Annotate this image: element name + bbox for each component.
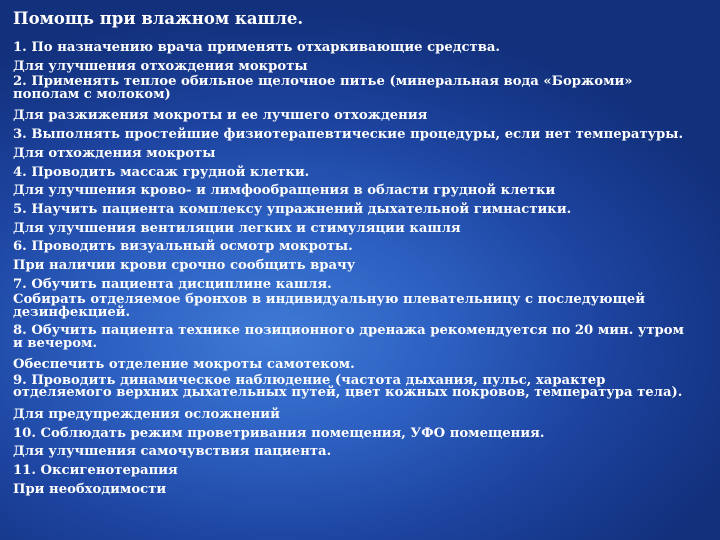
text-line: Для улучшения крово- и лимфообращения в области грудной клетки: [13, 183, 556, 199]
text-line-part: и вечером.: [13, 335, 98, 351]
text-line-wrapped: [13, 375, 703, 406]
text-line: Обеспечить отделение мокроты самотеком.: [13, 357, 355, 373]
text-line-part: 9. Проводить динамическое наблюдение (частота дыхания, пульс, характер: [13, 373, 606, 389]
text-line: При наличии крови срочно сообщить врачу: [13, 258, 356, 274]
text-line: 1. По назначению врача применять отхаркивающие средства.: [13, 40, 501, 55]
text-line-part: дезинфекцией.: [13, 304, 131, 320]
text-line: 5. Научить пациента комплексу упражнений дыхательной гимнастики.: [13, 201, 572, 217]
text-line: Для разжижения мокроты и ее лучшего отхождения: [13, 108, 428, 124]
text-line-part: отделяемого верхних дыхательных путей, цвет кожных покровов, температура тела).: [13, 385, 683, 401]
slide-content: [13, 8, 703, 500]
text-line: Для предупреждения осложнений: [13, 407, 280, 423]
text-line: Для улучшения отхождения мокроты: [13, 58, 308, 74]
text-line-wrapped: [13, 76, 703, 107]
text-line: 4. Проводить массаж грудной клетки.: [13, 164, 310, 180]
text-line: 6. Проводить визуальный осмотр мокроты.: [13, 239, 353, 255]
text-line-part: 8. Обучить пациента технике позиционного дренажа рекомендуется по 20 мин. утром: [13, 323, 684, 339]
text-line: Для отхождения мокроты: [13, 145, 216, 161]
text-line-part: 2. Применять теплое обильное щелочное питье (минеральная вода «Боржоми»: [13, 74, 633, 90]
slide-title: Помощь при влажном кашле.: [13, 9, 304, 28]
text-lines: [13, 39, 703, 500]
text-line: Для улучшения самочувствия пациента.: [13, 444, 332, 460]
text-line: При необходимости: [13, 481, 167, 497]
text-line: Для улучшения вентиляции легких и стимуляции кашля: [13, 220, 461, 236]
text-line: 7. Обучить пациента дисциплине кашля.: [13, 276, 332, 292]
text-line-wrapped: [13, 325, 703, 356]
text-line: 3. Выполнять простейшие физиотерапевтические процедуры, если нет температуры.: [13, 127, 684, 143]
text-line: 10. Соблюдать режим проветривания помещения, УФО помещения.: [13, 425, 545, 441]
text-line-part: Собирать отделяемое бронхов в индивидуальную плевательницу с последующей: [13, 292, 646, 308]
text-line-wrapped: [13, 294, 703, 325]
text-line-part: пополам с молоком): [13, 86, 171, 102]
text-line: 11. Оксигенотерапия: [13, 463, 178, 479]
